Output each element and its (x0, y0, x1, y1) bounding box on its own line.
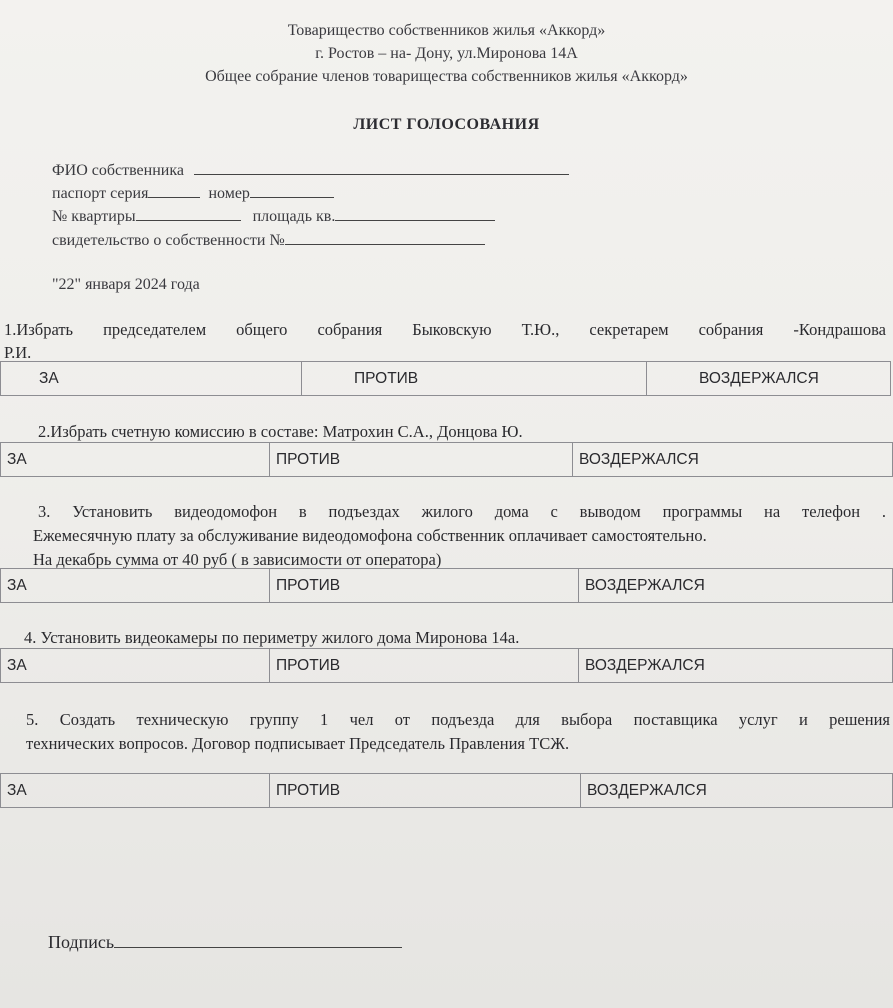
certificate-blank (285, 230, 485, 245)
question-5-text-line1: 5. Создать техническую группу 1 чел от подъезда для выбора поставщика услуг и решения (26, 710, 890, 729)
fio-blank (194, 160, 569, 175)
question-1-text-cont: Р.И. (4, 343, 32, 362)
vote-abstain-cell[interactable]: ВОЗДЕРЖАЛСЯ (581, 774, 893, 808)
vote-for-cell[interactable]: ЗА (1, 443, 270, 477)
meeting-date: "22" января 2024 года (52, 276, 200, 293)
question-3-text-line3: На декабрь сумма от 40 руб ( в зависимости от оператора) (33, 550, 442, 569)
vote-for-cell[interactable]: ЗА (1, 774, 270, 808)
vote-for-cell[interactable]: ЗА (1, 569, 270, 603)
passport-number-label: номер (208, 185, 250, 202)
area-label: площадь кв. (252, 208, 336, 225)
question-4-text: 4. Установить видеокамеры по периметру жилого дома Миронова 14а. (24, 628, 520, 647)
passport-series-label: паспорт серия (52, 185, 149, 202)
vote-abstain-cell[interactable]: ВОЗДЕРЖАЛСЯ (579, 569, 893, 603)
signature-label: Подпись (48, 932, 115, 952)
question-1-vote-table (0, 361, 891, 396)
vote-abstain-cell[interactable]: ВОЗДЕРЖАЛСЯ (647, 362, 891, 396)
certificate-field (52, 230, 485, 250)
vote-abstain-cell[interactable]: ВОЗДЕРЖАЛСЯ (573, 443, 893, 477)
area-blank (335, 206, 495, 221)
question-2-text: 2.Избрать счетную комиссию в составе: Матрохин С.А., Донцова Ю. (38, 422, 523, 441)
question-4-vote-table (0, 648, 893, 683)
certificate-label: свидетельство о собственности № (52, 232, 285, 249)
vote-against-cell[interactable]: ПРОТИВ (270, 649, 579, 683)
org-name: Товарищество собственников жилья «Аккорд» (287, 22, 606, 39)
question-5-vote-table (0, 773, 893, 808)
vote-for-cell[interactable]: ЗА (1, 649, 270, 683)
passport-number-blank (250, 183, 334, 198)
document-title: ЛИСТ ГОЛОСОВАНИЯ (353, 116, 540, 133)
fio-label: ФИО собственника (52, 162, 184, 179)
meeting-name: Общее собрание членов товарищества собственников жилья «Аккорд» (205, 68, 688, 85)
passport-series-blank (148, 183, 200, 198)
question-5-text-line2: технических вопросов. Договор подписывает Председатель Правления ТСЖ. (26, 734, 570, 753)
question-3-text-line1: 3. Установить видеодомофон в подъездах жилого дома с выводом программы на телефон . (38, 502, 886, 521)
apartment-field (52, 206, 495, 226)
vote-for-cell[interactable]: ЗА (1, 362, 302, 396)
question-2-vote-table (0, 442, 893, 477)
vote-against-cell[interactable]: ПРОТИВ (270, 443, 573, 477)
passport-field (52, 183, 334, 203)
question-1-text: 1.Избрать председателем общего собрания Быковскую Т.Ю., секретарем собрания -Кондрашова (4, 320, 886, 339)
fio-field (52, 160, 569, 180)
vote-abstain-cell[interactable]: ВОЗДЕРЖАЛСЯ (579, 649, 893, 683)
org-address: г. Ростов – на- Дону, ул.Миронова 14А (315, 45, 578, 62)
vote-against-cell[interactable]: ПРОТИВ (270, 569, 579, 603)
question-3-vote-table (0, 568, 893, 603)
signature-blank[interactable] (114, 931, 402, 948)
apartment-label: № квартиры (52, 208, 136, 225)
vote-against-cell[interactable]: ПРОТИВ (302, 362, 647, 396)
signature-field (48, 931, 402, 953)
vote-against-cell[interactable]: ПРОТИВ (270, 774, 581, 808)
question-3-text-line2: Ежемесячную плату за обслуживание видеодомофона собственник оплачивает самостоятельно. (33, 526, 707, 545)
apartment-blank (136, 206, 241, 221)
